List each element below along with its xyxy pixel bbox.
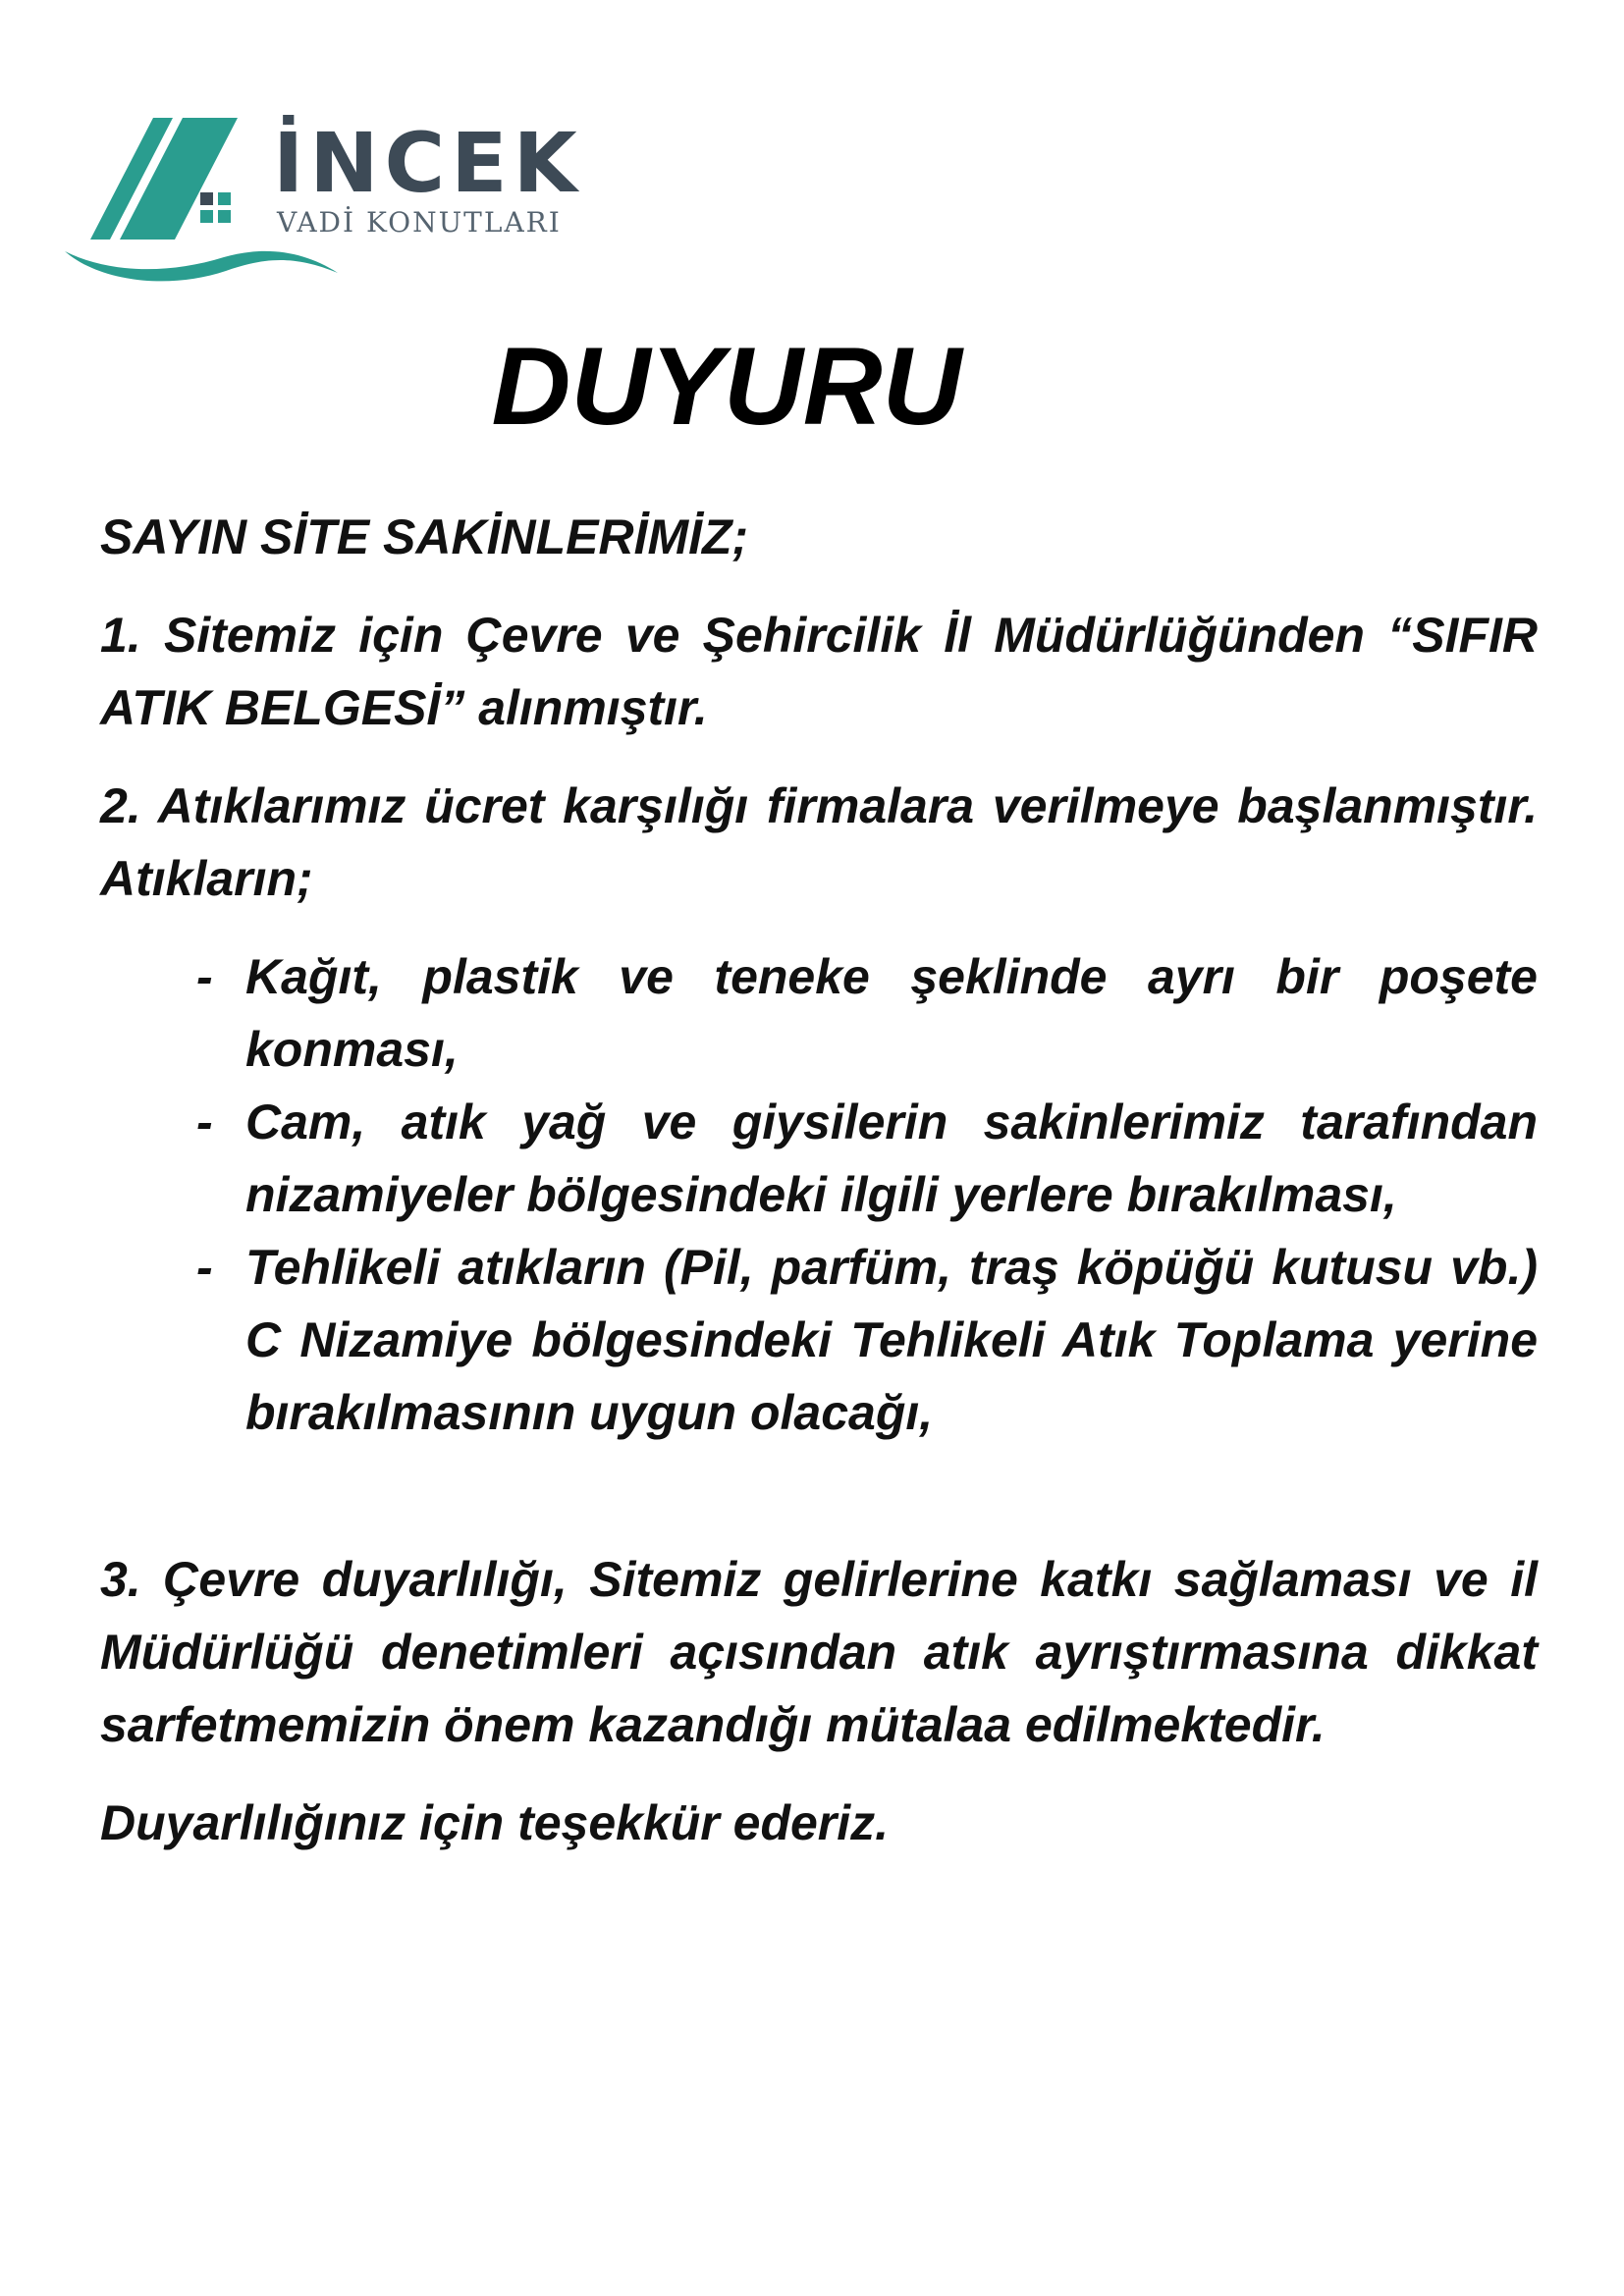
list-item [196,1231,1538,1449]
closing-text: Duyarlılığınız için teşekkür ederiz. [100,1795,890,1850]
bullet-marker: - [196,1095,213,1149]
logo [59,108,583,294]
list-item-text: Tehlikeli atıkların (Pil, parfüm, traş köpüğü kutusu vb.) C Nizamiye bölgesindeki Tehlikeli Atık Toplama yerine bırakılmasının uygun olacağı, [245,1240,1538,1440]
waste-instructions-list [196,940,1538,1449]
notice-item-1: 1. Sitemiz için Çevre ve Şehircilik İl Müdürlüğünden “SIFIR ATIK BELGESİ” alınmıştır. [100,608,1538,735]
bullet-marker: - [196,949,213,1004]
notice-item-3: 3. Çevre duyarlılığı, Sitemiz gelirlerine katkı sağlaması ve il Müdürlüğü denetimleri açısından atık ayrıştırmasına dikkat sarfetmemizin önem kazandığı mütalaa edilmektedir. [100,1552,1538,1752]
notice-body [100,501,1538,1859]
list-item [196,940,1538,1086]
list-item-text: Cam, atık yağ ve giysilerin sakinlerimiz tarafından nizamiyeler bölgesindeki ilgili yerlere bırakılması, [245,1095,1538,1222]
notice-item-2: 2. Atıklarımız ücret karşılığı firmalara verilmeye başlanmıştır. Atıkların; [100,778,1538,906]
logo-name: İNCEK [273,115,583,211]
logo-subtitle: VADİ KONUTLARI [277,206,562,239]
spacer [100,1449,1538,1543]
list-item [196,1086,1538,1231]
list-item-text: Kağıt, plastik ve teneke şeklinde ayrı bir poşete konması, [245,949,1538,1077]
bullet-marker: - [196,1240,213,1295]
page-title: DUYURU [491,325,962,448]
greeting: SAYIN SİTE SAKİNLERİMİZ; [100,509,749,564]
